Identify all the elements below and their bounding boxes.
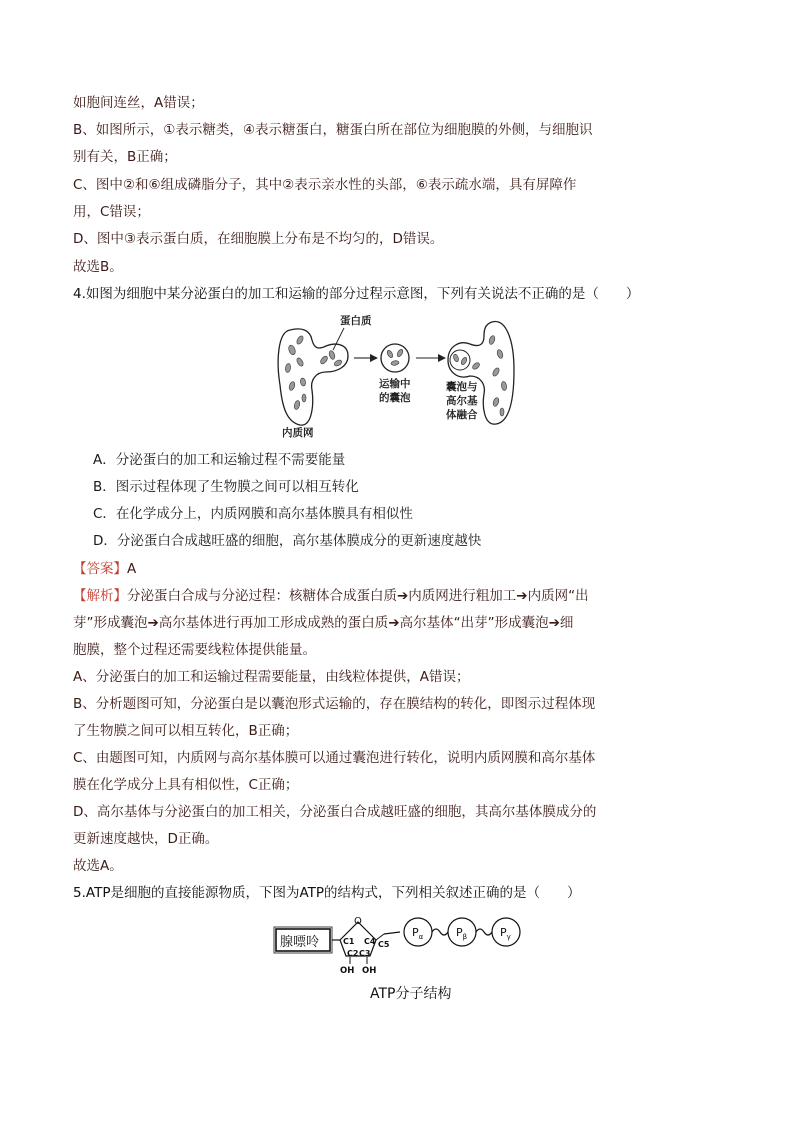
arrow-2: [438, 354, 446, 362]
high-energy-bond-2: [476, 929, 492, 935]
label-transport-2: 的囊泡: [379, 392, 411, 404]
analysis-line-3: 胞膜，整个过程还需要线粒体提供能量。: [73, 642, 316, 658]
atp-caption: ATP分子结构: [370, 986, 452, 1002]
hydroxyl-1: OH: [340, 966, 355, 976]
label-er: 内质网: [282, 427, 314, 439]
svg-text:Pα: $P_\alpha$: [412, 926, 424, 941]
carbon-c2: C2: [347, 949, 359, 958]
q4-option-b: B．图示过程体现了生物膜之间可以相互转化: [93, 479, 359, 495]
analysis-text-1: 分泌蛋白合成与分泌过程：核糖体合成蛋白质➔内质网进行粗加工➔内质网“出: [127, 588, 589, 604]
prev-line-2: B、如图所示，①表示糖类，④表示糖蛋白，糖蛋白所在部位为细胞膜的外侧，与细胞识: [73, 122, 593, 138]
q4-option-d: D．分泌蛋白合成越旺盛的细胞，高尔基体膜成分的更新速度越快: [93, 533, 482, 549]
high-energy-bond-1: [432, 929, 448, 935]
q4-option-a: A．分泌蛋白的加工和运输过程不需要能量: [93, 452, 346, 468]
er-shape: [278, 329, 348, 425]
prev-line-6: D、图中③表示蛋白质，在细胞膜上分布是不均匀的，D错误。: [73, 231, 444, 247]
analysis-line-9: D、高尔基体与分泌蛋白的加工相关，分泌蛋白合成越旺盛的细胞，其高尔基体膜成分的: [73, 804, 597, 820]
analysis-line-10: 更新速度越快，D正确。: [73, 831, 219, 847]
carbon-c5: C5: [378, 940, 390, 949]
transport-vesicle: [381, 344, 409, 372]
carbon-c1: C1: [343, 937, 355, 946]
analysis-line-1: [73, 586, 589, 606]
arrow-1: [370, 354, 378, 362]
analysis-line-7: C、由题图可知，内质网与高尔基体膜可以通过囊泡进行转化，说明内质网膜和高尔基体: [73, 750, 596, 766]
prev-line-7: 故选B。: [73, 259, 123, 275]
adenine-label: 腺嘌呤: [280, 935, 320, 950]
analysis-line-6: 了生物膜之间可以相互转化，B正确；: [73, 723, 299, 739]
q4-figure: [270, 310, 530, 440]
q4-option-c: C．在化学成分上，内质网膜和高尔基体膜具有相似性: [93, 506, 413, 522]
analysis-tag: 【解析】: [73, 588, 127, 604]
ring-oxygen: O: [354, 916, 362, 927]
label-protein: 蛋白质: [340, 315, 372, 327]
svg-text:Pγ: $P_\gamma$: [500, 926, 511, 941]
prev-line-1: 如胞间连丝，A错误；: [73, 95, 204, 111]
hydroxyl-2: OH: [362, 966, 377, 976]
q4-stem: 4.如图为细胞中某分泌蛋白的加工和运输的部分过程示意图，下列有关说法不正确的是（ ）: [73, 286, 640, 302]
label-fusion-3: 体融合: [446, 409, 478, 421]
analysis-line-2: 芽”形成囊泡➔高尔基体进行再加工形成成熟的蛋白质➔高尔基体“出芽”形成囊泡➔细: [73, 615, 574, 631]
atp-structure-figure: [272, 912, 532, 1012]
carbon-c4: C4: [364, 937, 376, 946]
answer-value: A: [127, 561, 137, 577]
analysis-line-5: B、分析题图可知，分泌蛋白是以囊泡形式运输的，存在膜结构的转化，即图示过程体现: [73, 696, 596, 712]
prev-line-3: 别有关，B正确；: [73, 149, 177, 165]
label-fusion-2: 高尔基: [446, 395, 478, 407]
prev-line-5: 用，C错误；: [73, 204, 150, 220]
carbon-c3: C3: [359, 949, 371, 958]
prev-line-4: C、图中②和⑥组成磷脂分子，其中②表示亲水性的头部，⑥表示疏水端，具有屏障作: [73, 177, 577, 193]
label-fusion-1: 囊泡与: [446, 381, 478, 393]
analysis-line-4: A、分泌蛋白的加工和运输过程需要能量，由线粒体提供，A错误；: [73, 669, 470, 685]
q5-stem: 5.ATP是细胞的直接能源物质，下图为ATP的结构式，下列相关叙述正确的是（ ）: [73, 885, 581, 901]
label-transport-1: 运输中: [379, 378, 411, 390]
answer-tag: 【答案】: [73, 561, 127, 577]
analysis-line-8: 膜在化学成分上具有相似性，C正确；: [73, 777, 299, 793]
svg-text:Pβ: $P_\beta$: [456, 926, 468, 941]
analysis-line-11: 故选A。: [73, 858, 123, 874]
q4-answer: [73, 559, 136, 579]
